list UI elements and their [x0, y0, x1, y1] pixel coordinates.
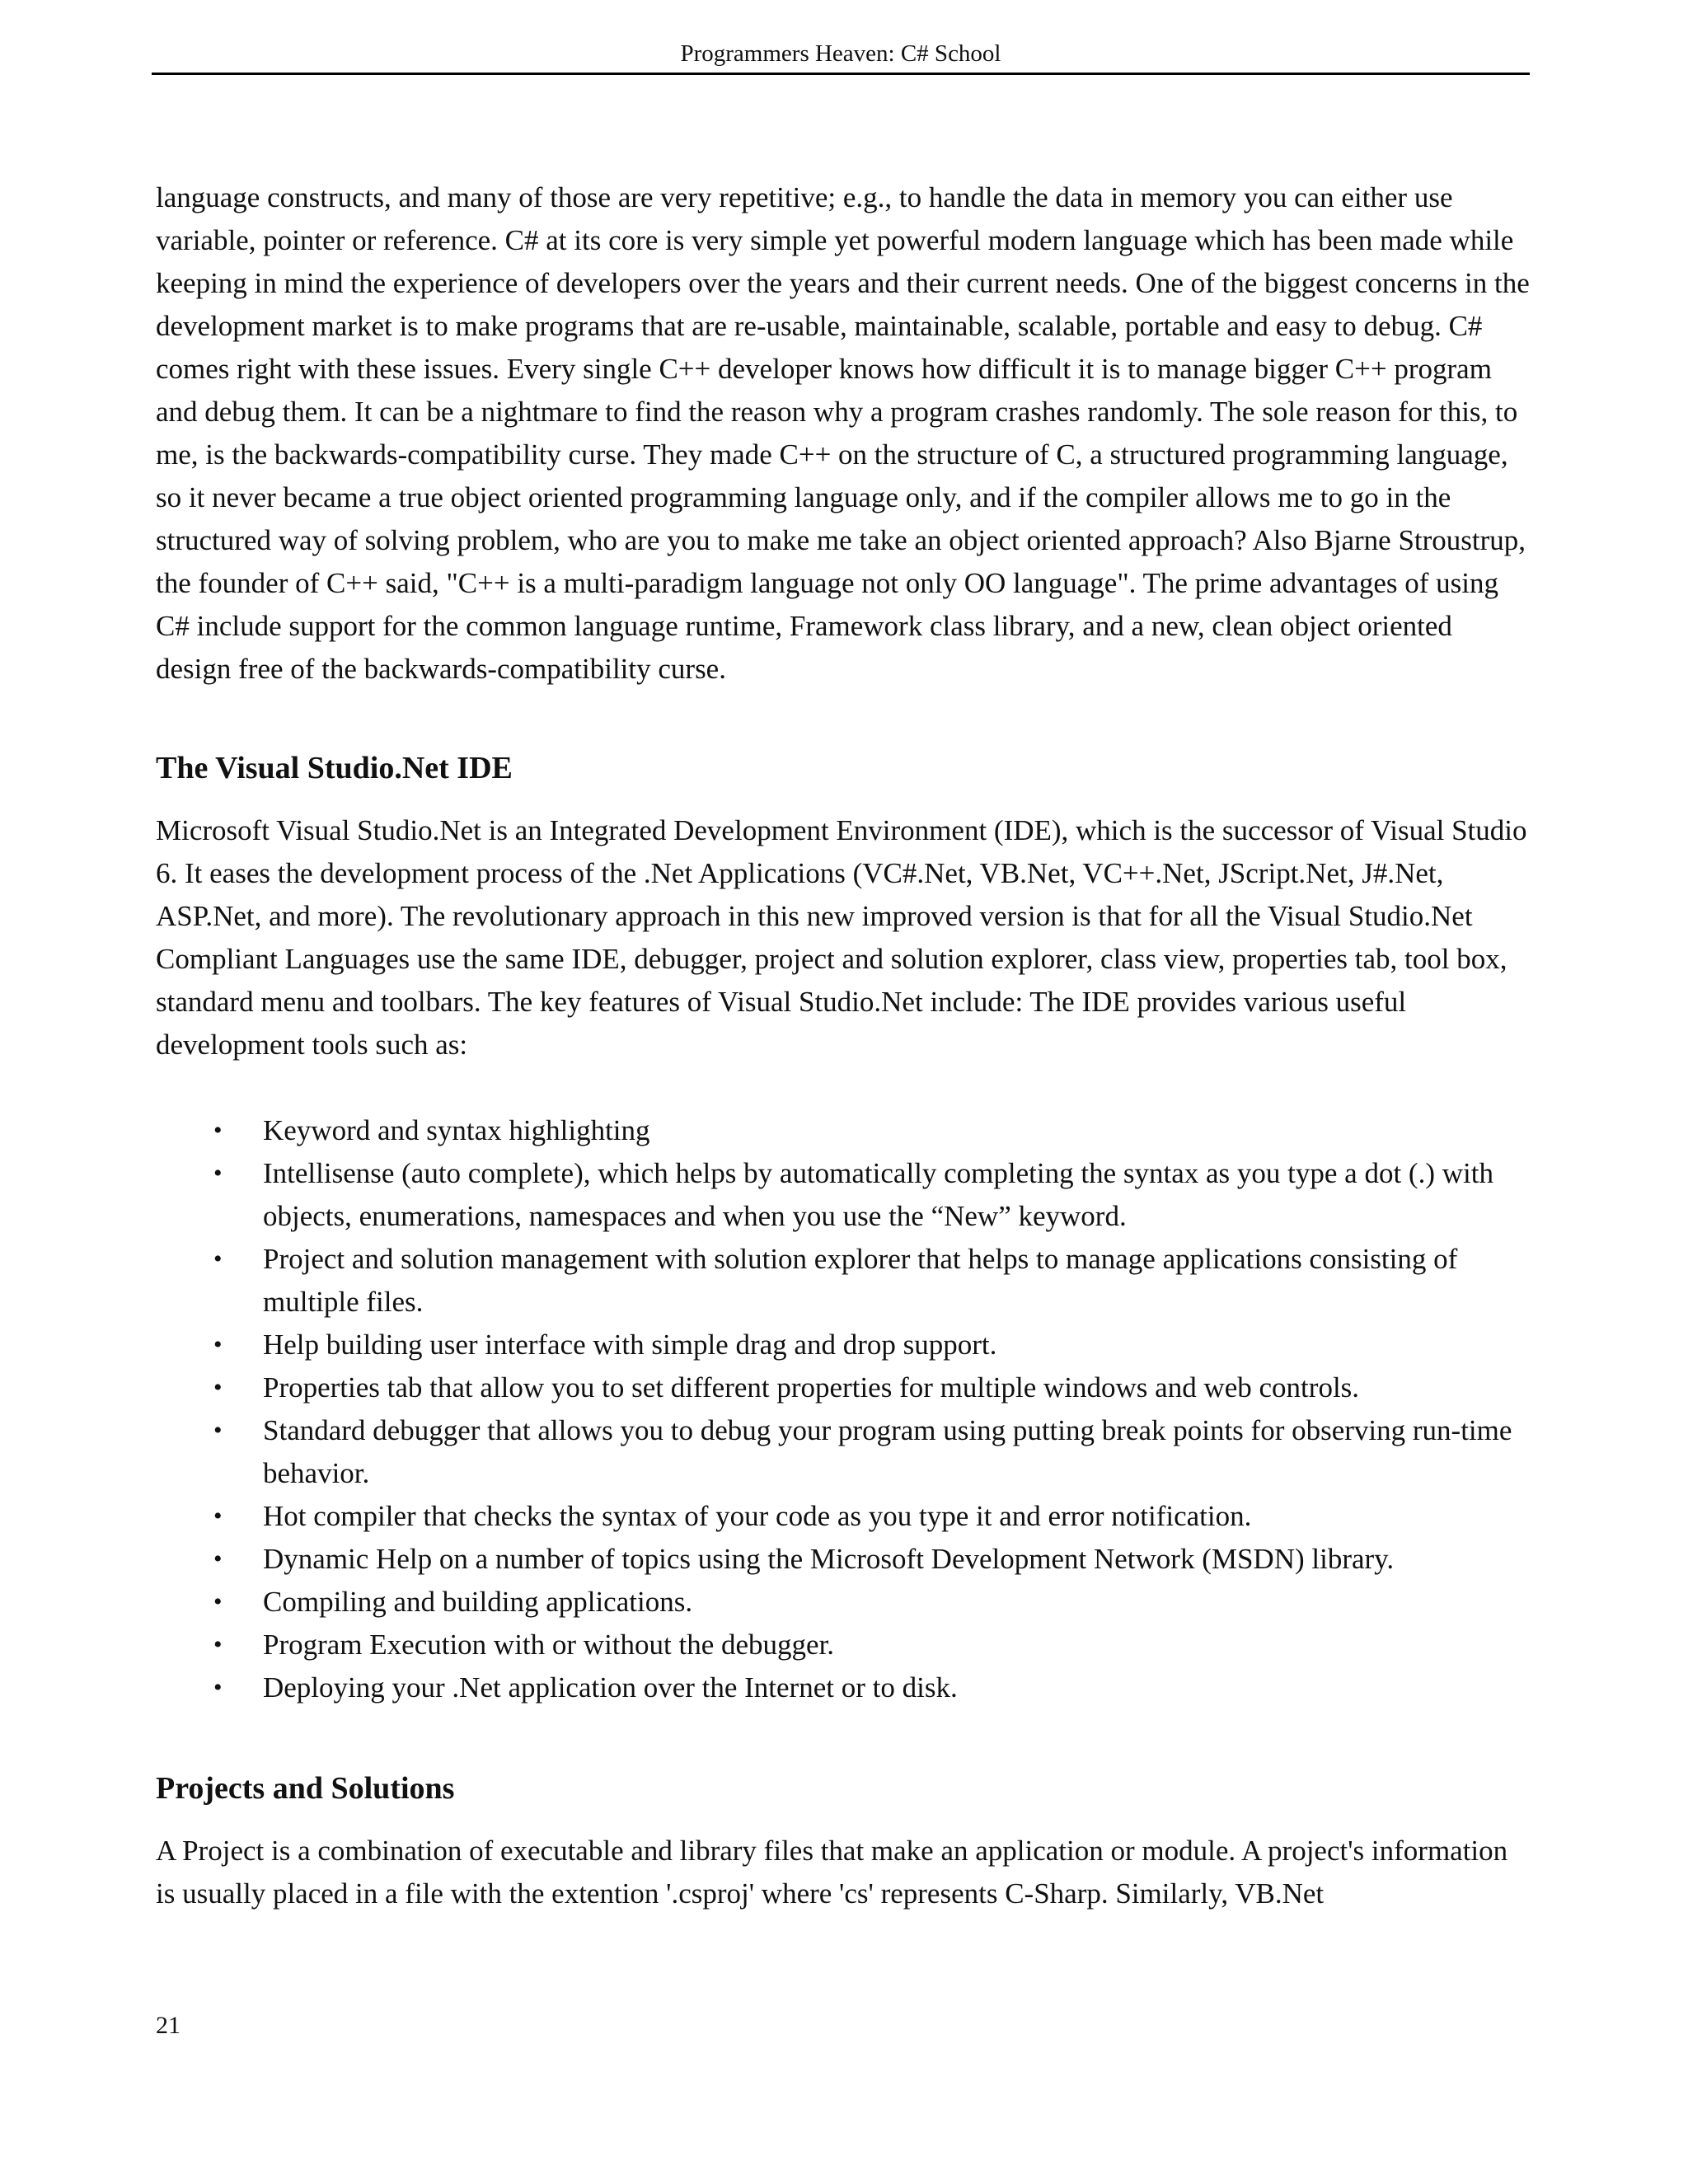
page-number: 21 [156, 2012, 181, 2039]
list-item [156, 1109, 1532, 1152]
list-item [156, 1324, 1532, 1366]
list-item-text: Properties tab that allow you to set different properties for multiple windows and web controls. [263, 1371, 1360, 1404]
bullet-icon: • [213, 1674, 223, 1701]
bullet-icon: • [213, 1245, 223, 1272]
list-item [156, 1152, 1532, 1238]
list-item-text: Dynamic Help on a number of topics using the Microsoft Development Network (MSDN) library. [263, 1543, 1395, 1575]
list-item-text: Project and solution management with solution explorer that helps to manage applications consisting of multiple files. [263, 1243, 1458, 1318]
section-heading-projects-solutions: Projects and Solutions [156, 1771, 455, 1806]
list-item-text: Help building user interface with simple drag and drop support. [263, 1329, 997, 1361]
page-header [152, 38, 1530, 75]
header-title: Programmers Heaven: C# School [680, 40, 1001, 67]
list-item-text: Keyword and syntax highlighting [263, 1114, 650, 1146]
list-item-text: Intellisense (auto complete), which helps by automatically completing the syntax as you type a dot (.) with objects, enumerations, namespaces and when you use the “New” keyword. [263, 1157, 1493, 1232]
bullet-icon: • [213, 1417, 223, 1444]
list-item-text: Standard debugger that allows you to debug your program using putting break points for observing run-time behavior. [263, 1414, 1512, 1489]
list-item [156, 1624, 1532, 1666]
list-item-text: Deploying your .Net application over the Internet or to disk. [263, 1671, 958, 1704]
list-item [156, 1495, 1532, 1538]
list-item [156, 1366, 1532, 1409]
list-item [156, 1409, 1532, 1495]
list-item [156, 1538, 1532, 1581]
bullet-icon: • [213, 1545, 223, 1572]
bullet-icon: • [213, 1588, 223, 1615]
list-item-text: Hot compiler that checks the syntax of your code as you type it and error notification. [263, 1500, 1252, 1532]
list-item [156, 1581, 1532, 1624]
list-item [156, 1666, 1532, 1709]
list-item [156, 1238, 1532, 1324]
visual-studio-paragraph: Microsoft Visual Studio.Net is an Integrated Development Environment (IDE), which is the successor of Visual Studio 6. It eases the development process of the .Net Applications (VC#.Net, VB.Net, VC++.Net, JScript.Net, J#.Net, ASP.Net, and more). The revolutionary approach in this new improved version is that for all the Visual Studio.Net Compliant Languages use the same IDE, debugger, project and solution explorer, class view, properties tab, tool box, standard menu and toolbars. The key features of Visual Studio.Net include: The IDE provides various useful development tools such as: [156, 814, 1527, 1061]
bullet-icon: • [213, 1374, 223, 1401]
document-body [156, 176, 1532, 1915]
bullet-icon: • [213, 1331, 223, 1358]
bullet-icon: • [213, 1160, 223, 1187]
intro-paragraph: language constructs, and many of those are very repetitive; e.g., to handle the data in memory you can either use variable, pointer or reference. C# at its core is very simple yet powerful modern language which has been made while keeping in mind the experience of developers over the years and their current needs. One of the biggest concerns in the development market is to make programs that are re-usable, maintainable, scalable, portable and easy to debug. C# comes right with these issues. Every single C++ developer knows how difficult it is to manage bigger C++ program and debug them. It can be a nightmare to find the reason why a program crashes randomly. The sole reason for this, to me, is the backwards-compatibility curse. They made C++ on the structure of C, a structured programming language, so it never became a true object oriented programming language only, and if the compiler allows me to go in the structured way of solving problem, who are you to make me take an object oriented approach? Also Bjarne Stroustrup, the founder of C++ said, "C++ is a multi-paradigm language not only OO language". The prime advantages of using C# include support for the common language runtime, Framework class library, and a new, clean object oriented design free of the backwards-compatibility curse. [156, 181, 1530, 685]
list-item-text: Program Execution with or without the debugger. [263, 1629, 835, 1661]
list-item-text: Compiling and building applications. [263, 1586, 693, 1618]
section-heading-visual-studio: The Visual Studio.Net IDE [156, 751, 513, 785]
bullet-icon: • [213, 1117, 223, 1144]
bullet-icon: • [213, 1631, 223, 1658]
bullet-icon: • [213, 1502, 223, 1530]
projects-solutions-paragraph: A Project is a combination of executable and library files that make an application or module. A project's information is usually placed in a file with the extention '.csproj' where 'cs' represents C-Sharp. Similarly, VB.Net [156, 1835, 1508, 1910]
features-list [156, 1109, 1532, 1709]
